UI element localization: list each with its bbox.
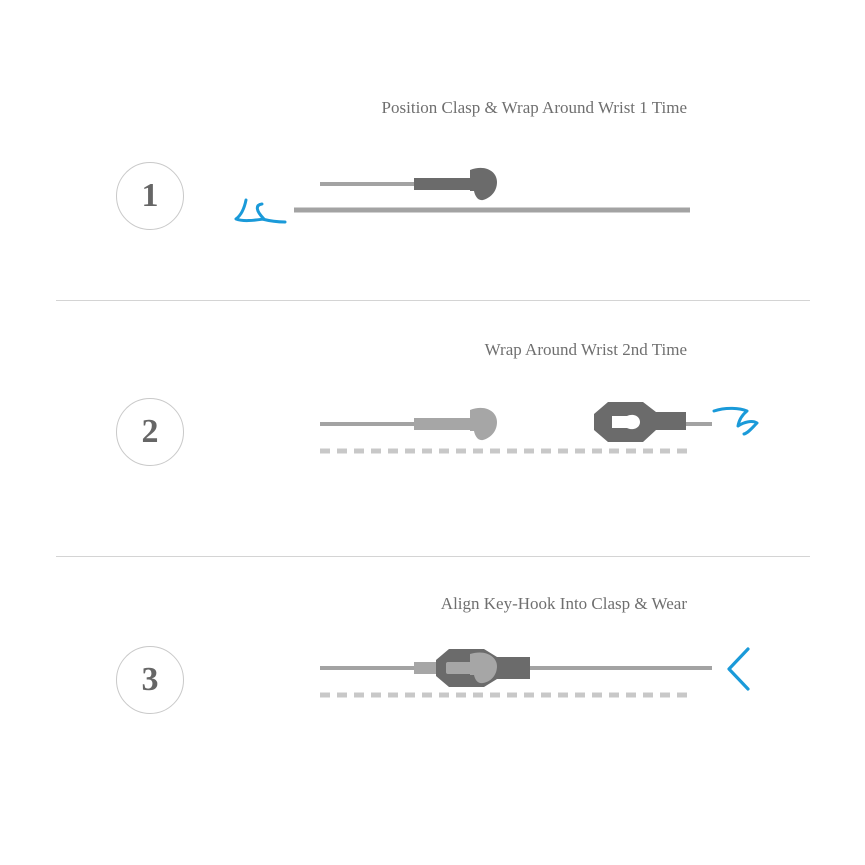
key-hook-head [470, 408, 497, 440]
wrap-arrow-icon [714, 408, 757, 434]
step-2-number: 2 [116, 398, 184, 466]
step-1-illustration [0, 0, 865, 300]
step-2-illustration [0, 300, 865, 556]
clasp-icon [594, 402, 686, 442]
step-1-number: 1 [116, 162, 184, 230]
step-3-number: 3 [116, 646, 184, 714]
key-hook-shaft [414, 178, 476, 190]
step-1-title: Position Clasp & Wrap Around Wrist 1 Time [381, 98, 687, 117]
step-3-illustration [0, 556, 865, 865]
key-hook-shaft-end [414, 662, 438, 674]
key-hook-head [470, 168, 497, 200]
key-hook-shaft [414, 418, 476, 430]
step-2 [0, 300, 865, 556]
step-2-title: Wrap Around Wrist 2nd Time [484, 340, 687, 359]
wrap-arrow-icon [236, 200, 285, 222]
step-1 [0, 0, 865, 300]
step-3 [0, 556, 865, 865]
chevron-left-icon [729, 649, 748, 689]
step-3-title: Align Key-Hook Into Clasp & Wear [440, 594, 687, 613]
